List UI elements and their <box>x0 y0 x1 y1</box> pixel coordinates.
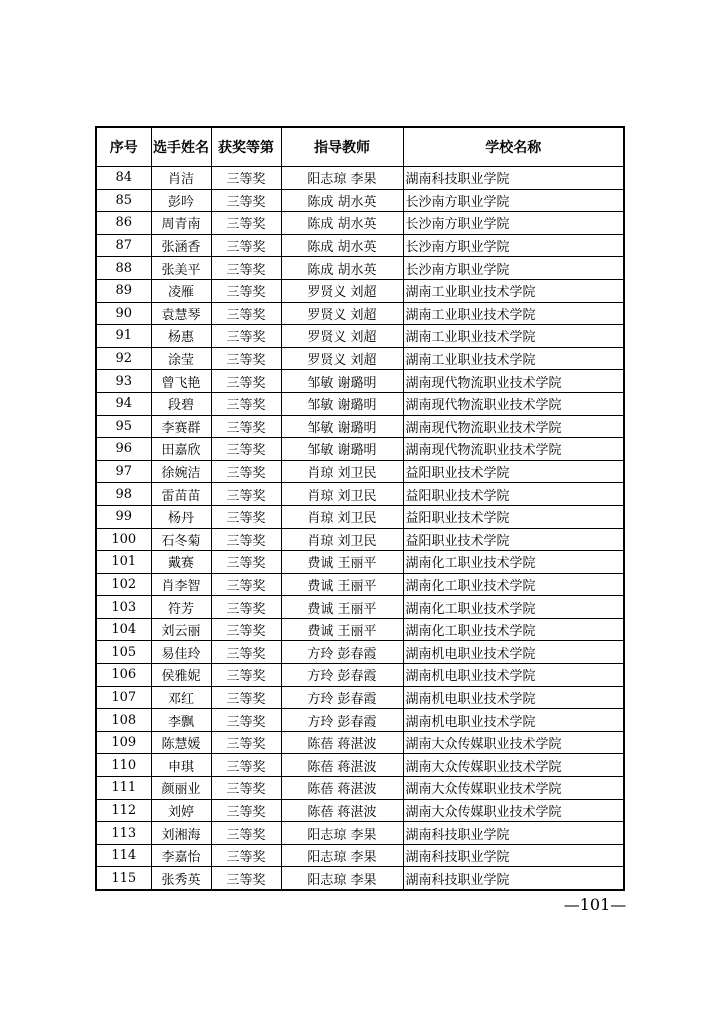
cell-teacher: 罗贤义 刘超 <box>281 279 403 302</box>
cell-school: 湖南科技职业学院 <box>403 844 624 867</box>
cell-index: 104 <box>96 618 151 641</box>
cell-name: 刘云丽 <box>151 618 211 641</box>
cell-school: 湖南现代物流职业技术学院 <box>403 370 624 393</box>
cell-school: 益阳职业技术学院 <box>403 528 624 551</box>
cell-teacher: 费诚 王丽平 <box>281 573 403 596</box>
cell-teacher: 陈成 胡水英 <box>281 212 403 235</box>
cell-index: 98 <box>96 483 151 506</box>
cell-school: 湖南大众传媒职业技术学院 <box>403 754 624 777</box>
table-row <box>96 777 624 800</box>
cell-school: 益阳职业技术学院 <box>403 483 624 506</box>
cell-school: 湖南现代物流职业技术学院 <box>403 438 624 461</box>
cell-name: 李赛群 <box>151 415 211 438</box>
table-row <box>96 392 624 415</box>
table-row <box>96 822 624 845</box>
cell-award: 三等奖 <box>211 212 281 235</box>
cell-teacher: 肖琼 刘卫民 <box>281 505 403 528</box>
cell-index: 95 <box>96 415 151 438</box>
cell-school: 益阳职业技术学院 <box>403 460 624 483</box>
table-row <box>96 483 624 506</box>
cell-index: 85 <box>96 189 151 212</box>
header-award: 获奖等第 <box>211 127 281 167</box>
cell-index: 94 <box>96 392 151 415</box>
cell-name: 刘湘海 <box>151 822 211 845</box>
cell-award: 三等奖 <box>211 618 281 641</box>
cell-name: 李嘉怡 <box>151 844 211 867</box>
cell-award: 三等奖 <box>211 370 281 393</box>
cell-teacher: 阳志琼 李果 <box>281 844 403 867</box>
cell-name: 袁慧琴 <box>151 302 211 325</box>
cell-name: 邓红 <box>151 686 211 709</box>
table-row <box>96 686 624 709</box>
table-header-row <box>96 127 624 167</box>
table-body <box>96 167 624 891</box>
cell-name: 肖洁 <box>151 167 211 190</box>
cell-school: 长沙南方职业学院 <box>403 189 624 212</box>
table-row <box>96 573 624 596</box>
header-teacher: 指导教师 <box>281 127 403 167</box>
cell-award: 三等奖 <box>211 415 281 438</box>
cell-award: 三等奖 <box>211 664 281 687</box>
table-row <box>96 212 624 235</box>
cell-school: 湖南化工职业技术学院 <box>403 618 624 641</box>
table-row <box>96 731 624 754</box>
cell-teacher: 肖琼 刘卫民 <box>281 483 403 506</box>
table-row <box>96 167 624 190</box>
cell-teacher: 阳志琼 李果 <box>281 867 403 890</box>
cell-index: 89 <box>96 279 151 302</box>
table-row <box>96 641 624 664</box>
table-row <box>96 754 624 777</box>
cell-teacher: 陈成 胡水英 <box>281 234 403 257</box>
cell-school: 湖南化工职业技术学院 <box>403 596 624 619</box>
cell-index: 114 <box>96 844 151 867</box>
cell-name: 刘婷 <box>151 799 211 822</box>
cell-index: 101 <box>96 551 151 574</box>
table-row <box>96 528 624 551</box>
cell-index: 93 <box>96 370 151 393</box>
cell-name: 陈慧媛 <box>151 731 211 754</box>
cell-teacher: 罗贤义 刘超 <box>281 325 403 348</box>
cell-award: 三等奖 <box>211 641 281 664</box>
header-name: 选手姓名 <box>151 127 211 167</box>
cell-award: 三等奖 <box>211 257 281 280</box>
cell-index: 105 <box>96 641 151 664</box>
cell-award: 三等奖 <box>211 777 281 800</box>
cell-teacher: 肖琼 刘卫民 <box>281 460 403 483</box>
cell-index: 107 <box>96 686 151 709</box>
cell-teacher: 费诚 王丽平 <box>281 551 403 574</box>
cell-award: 三等奖 <box>211 347 281 370</box>
cell-award: 三等奖 <box>211 325 281 348</box>
cell-index: 84 <box>96 167 151 190</box>
cell-award: 三等奖 <box>211 596 281 619</box>
cell-index: 106 <box>96 664 151 687</box>
cell-index: 100 <box>96 528 151 551</box>
table-row <box>96 279 624 302</box>
cell-school: 长沙南方职业学院 <box>403 234 624 257</box>
cell-index: 88 <box>96 257 151 280</box>
cell-award: 三等奖 <box>211 528 281 551</box>
cell-name: 肖李智 <box>151 573 211 596</box>
cell-index: 99 <box>96 505 151 528</box>
cell-school: 湖南化工职业技术学院 <box>403 573 624 596</box>
cell-teacher: 方玲 彭春霞 <box>281 641 403 664</box>
cell-name: 张涵香 <box>151 234 211 257</box>
cell-index: 92 <box>96 347 151 370</box>
cell-teacher: 方玲 彭春霞 <box>281 686 403 709</box>
cell-name: 周青南 <box>151 212 211 235</box>
cell-name: 石冬菊 <box>151 528 211 551</box>
table-row <box>96 370 624 393</box>
cell-index: 102 <box>96 573 151 596</box>
cell-school: 湖南工业职业技术学院 <box>403 347 624 370</box>
cell-name: 田嘉欣 <box>151 438 211 461</box>
cell-award: 三等奖 <box>211 573 281 596</box>
table-row <box>96 709 624 732</box>
cell-teacher: 陈成 胡水英 <box>281 257 403 280</box>
cell-school: 长沙南方职业学院 <box>403 257 624 280</box>
table-row <box>96 867 624 890</box>
cell-school: 湖南机电职业技术学院 <box>403 686 624 709</box>
cell-award: 三等奖 <box>211 189 281 212</box>
cell-award: 三等奖 <box>211 438 281 461</box>
table-row <box>96 551 624 574</box>
cell-school: 湖南工业职业技术学院 <box>403 279 624 302</box>
cell-index: 109 <box>96 731 151 754</box>
cell-teacher: 邹敏 谢璐明 <box>281 415 403 438</box>
cell-school: 湖南大众传媒职业技术学院 <box>403 777 624 800</box>
table-row <box>96 664 624 687</box>
header-school: 学校名称 <box>403 127 624 167</box>
cell-teacher: 陈蓓 蒋湛波 <box>281 799 403 822</box>
award-table <box>95 126 625 891</box>
cell-award: 三等奖 <box>211 551 281 574</box>
cell-index: 86 <box>96 212 151 235</box>
cell-name: 曾飞艳 <box>151 370 211 393</box>
cell-name: 戴赛 <box>151 551 211 574</box>
cell-school: 湖南科技职业学院 <box>403 867 624 890</box>
cell-school: 湖南机电职业技术学院 <box>403 641 624 664</box>
cell-award: 三等奖 <box>211 799 281 822</box>
cell-teacher: 费诚 王丽平 <box>281 596 403 619</box>
cell-index: 108 <box>96 709 151 732</box>
cell-award: 三等奖 <box>211 822 281 845</box>
cell-school: 湖南机电职业技术学院 <box>403 709 624 732</box>
cell-name: 颜丽业 <box>151 777 211 800</box>
cell-index: 97 <box>96 460 151 483</box>
cell-name: 凌雁 <box>151 279 211 302</box>
cell-teacher: 方玲 彭春霞 <box>281 709 403 732</box>
cell-name: 易佳玲 <box>151 641 211 664</box>
cell-award: 三等奖 <box>211 460 281 483</box>
cell-name: 李飘 <box>151 709 211 732</box>
cell-name: 彭吟 <box>151 189 211 212</box>
cell-award: 三等奖 <box>211 686 281 709</box>
cell-award: 三等奖 <box>211 302 281 325</box>
cell-award: 三等奖 <box>211 754 281 777</box>
cell-index: 112 <box>96 799 151 822</box>
cell-name: 张美平 <box>151 257 211 280</box>
cell-name: 张秀英 <box>151 867 211 890</box>
cell-school: 湖南机电职业技术学院 <box>403 664 624 687</box>
table-row <box>96 618 624 641</box>
cell-teacher: 陈蓓 蒋湛波 <box>281 777 403 800</box>
table-row <box>96 234 624 257</box>
cell-award: 三等奖 <box>211 483 281 506</box>
cell-teacher: 费诚 王丽平 <box>281 618 403 641</box>
cell-school: 湖南化工职业技术学院 <box>403 551 624 574</box>
cell-name: 杨丹 <box>151 505 211 528</box>
cell-award: 三等奖 <box>211 279 281 302</box>
cell-award: 三等奖 <box>211 505 281 528</box>
cell-name: 符芳 <box>151 596 211 619</box>
cell-name: 雷苗苗 <box>151 483 211 506</box>
page-number: —101— <box>563 895 627 914</box>
cell-name: 段碧 <box>151 392 211 415</box>
cell-index: 111 <box>96 777 151 800</box>
table-row <box>96 325 624 348</box>
cell-index: 103 <box>96 596 151 619</box>
cell-index: 91 <box>96 325 151 348</box>
cell-name: 徐婉洁 <box>151 460 211 483</box>
cell-teacher: 陈蓓 蒋湛波 <box>281 731 403 754</box>
table-row <box>96 505 624 528</box>
cell-index: 90 <box>96 302 151 325</box>
cell-teacher: 肖琼 刘卫民 <box>281 528 403 551</box>
cell-award: 三等奖 <box>211 867 281 890</box>
cell-teacher: 邹敏 谢璐明 <box>281 370 403 393</box>
cell-name: 涂莹 <box>151 347 211 370</box>
cell-school: 湖南大众传媒职业技术学院 <box>403 799 624 822</box>
table-row <box>96 596 624 619</box>
cell-index: 96 <box>96 438 151 461</box>
table-row <box>96 415 624 438</box>
header-index: 序号 <box>96 127 151 167</box>
cell-teacher: 陈蓓 蒋湛波 <box>281 754 403 777</box>
cell-school: 湖南科技职业学院 <box>403 822 624 845</box>
cell-school: 益阳职业技术学院 <box>403 505 624 528</box>
table-row <box>96 460 624 483</box>
cell-school: 湖南现代物流职业技术学院 <box>403 415 624 438</box>
cell-teacher: 邹敏 谢璐明 <box>281 438 403 461</box>
cell-teacher: 阳志琼 李果 <box>281 167 403 190</box>
cell-school: 长沙南方职业学院 <box>403 212 624 235</box>
cell-index: 110 <box>96 754 151 777</box>
cell-name: 侯雅妮 <box>151 664 211 687</box>
table-row <box>96 438 624 461</box>
table-row <box>96 347 624 370</box>
cell-school: 湖南大众传媒职业技术学院 <box>403 731 624 754</box>
cell-index: 87 <box>96 234 151 257</box>
cell-award: 三等奖 <box>211 709 281 732</box>
cell-award: 三等奖 <box>211 167 281 190</box>
cell-index: 115 <box>96 867 151 890</box>
cell-teacher: 罗贤义 刘超 <box>281 347 403 370</box>
cell-award: 三等奖 <box>211 731 281 754</box>
cell-teacher: 邹敏 谢璐明 <box>281 392 403 415</box>
cell-teacher: 罗贤义 刘超 <box>281 302 403 325</box>
cell-teacher: 方玲 彭春霞 <box>281 664 403 687</box>
cell-name: 申琪 <box>151 754 211 777</box>
cell-teacher: 阳志琼 李果 <box>281 822 403 845</box>
table-row <box>96 257 624 280</box>
cell-school: 湖南工业职业技术学院 <box>403 302 624 325</box>
cell-school: 湖南科技职业学院 <box>403 167 624 190</box>
cell-teacher: 陈成 胡水英 <box>281 189 403 212</box>
table-row <box>96 799 624 822</box>
cell-award: 三等奖 <box>211 234 281 257</box>
cell-name: 杨惠 <box>151 325 211 348</box>
cell-school: 湖南工业职业技术学院 <box>403 325 624 348</box>
cell-award: 三等奖 <box>211 844 281 867</box>
table-row <box>96 844 624 867</box>
cell-school: 湖南现代物流职业技术学院 <box>403 392 624 415</box>
cell-index: 113 <box>96 822 151 845</box>
table-row <box>96 189 624 212</box>
table-row <box>96 302 624 325</box>
cell-award: 三等奖 <box>211 392 281 415</box>
